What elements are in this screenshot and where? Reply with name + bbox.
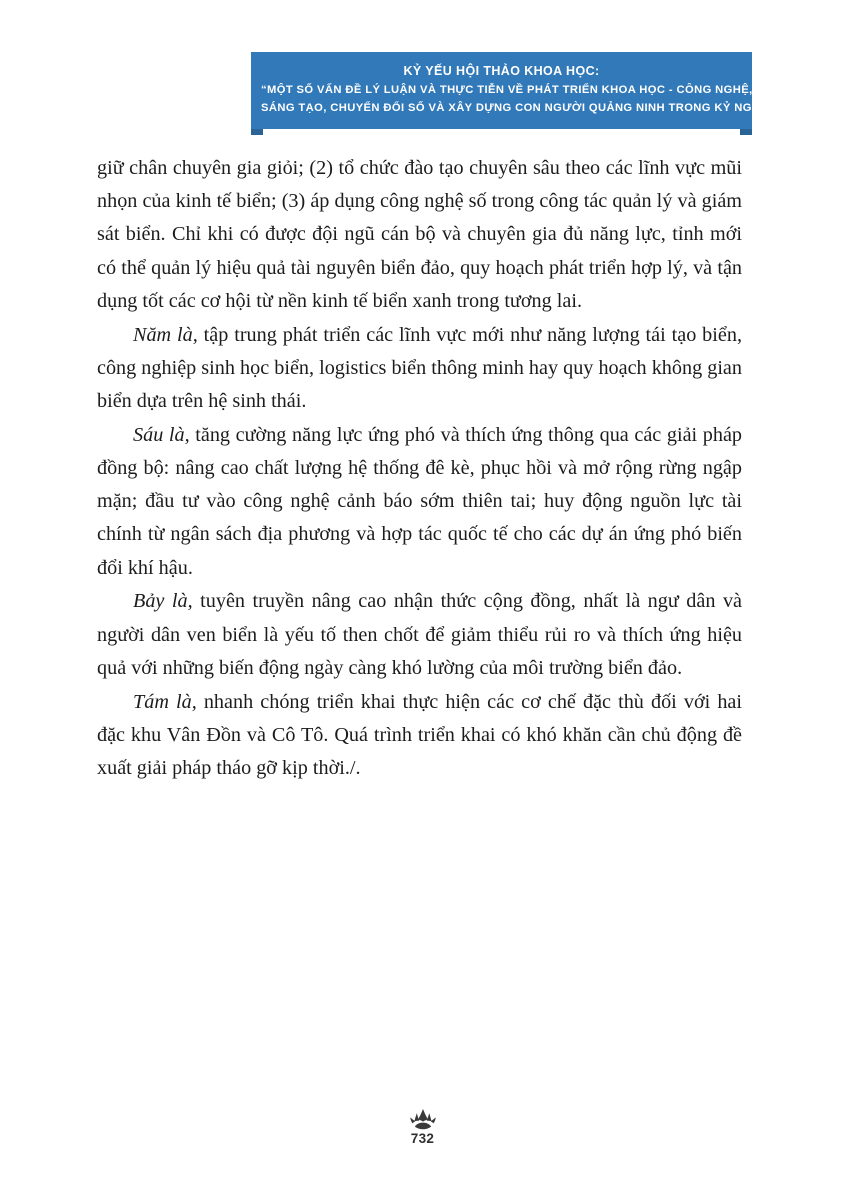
page-footer [0, 1108, 845, 1146]
paragraph-sau-la [97, 419, 742, 585]
paragraph-text: nhanh chóng triển khai thực hiện các cơ chế đặc thù đối với hai đặc khu Vân Đồn và Cô Tô. Quá trình triển khai có khó khăn cần chủ động đề xuất giải pháp tháo gỡ kịp thời./. [97, 690, 742, 779]
paragraph-lead-in: Năm là, [133, 323, 198, 346]
paragraph-text: tuyên truyền nâng cao nhận thức cộng đồng, nhất là ngư dân và người dân ven biển là yếu tố then chốt để giảm thiểu rủi ro và thích ứng hiệu quả với những biến động ngày càng khó lường của môi trường biển đảo. [97, 590, 742, 679]
paragraph-text: tăng cường năng lực ứng phó và thích ứng thông qua các giải pháp đồng bộ: nâng cao chất lượng hệ thống đê kè, phục hồi và mở rộng rừng ngập mặn; đầu tư vào công nghệ cảnh báo sớm thiên tai; huy động nguồn lực tài chính từ ngân sách địa phương và hợp tác quốc tế cho các dự án ứng phó biến đổi khí hậu. [97, 423, 743, 579]
paragraph-bay-la [97, 585, 742, 685]
paragraph-lead-in: Bảy là, [133, 590, 193, 613]
paragraph-text: tập trung phát triển các lĩnh vực mới như năng lượng tái tạo biển, công nghiệp sinh học biển, logistics biển thông minh hay quy hoạch không gian biển dựa trên hệ sinh thái. [97, 323, 742, 413]
banner-title-line-3: SÁNG TẠO, CHUYỂN ĐỔI SỐ VÀ XÂY DỰNG CON NGƯỜI QUẢNG NINH TRONG KỶ NGUYÊN MỚI” [261, 102, 818, 115]
page-body [97, 152, 742, 786]
page-number: 732 [410, 1131, 435, 1146]
lotus-ornament-icon [395, 1108, 451, 1130]
running-header-banner [251, 52, 818, 129]
paragraph-text: giữ chân chuyên gia giỏi; (2) tổ chức đào tạo chuyên sâu theo các lĩnh vực mũi nhọn của kinh tế biển; (3) áp dụng công nghệ số trong công tác quản lý và giám sát biển. Chỉ khi có được đội ngũ cán bộ và chuyên gia đủ năng lực, tỉnh mới có thể quản lý hiệu quả tài nguyên biển đảo, quy hoạch phát triển hợp lý, và tận dụng tốt các cơ hội từ nền kinh tế biển xanh trong tương lai. [97, 157, 742, 312]
paragraph-nam-la [97, 319, 742, 419]
banner-notch-left [251, 129, 263, 135]
paragraph-lead-in: Sáu là, [133, 423, 190, 446]
paragraph-lead-in: Tám là, [133, 690, 197, 713]
banner-notch-right [740, 129, 752, 135]
paragraph-tam-la [97, 686, 742, 786]
banner-title-line-1: KỶ YẾU HỘI THẢO KHOA HỌC: [403, 64, 600, 78]
banner-title-line-2: “MỘT SỐ VẤN ĐỀ LÝ LUẬN VÀ THỰC TIỄN VỀ PHÁT TRIỂN KHOA HỌC - CÔNG NGHỆ, ĐỔI MỚI [261, 84, 804, 97]
paragraph-continuation [97, 152, 742, 318]
